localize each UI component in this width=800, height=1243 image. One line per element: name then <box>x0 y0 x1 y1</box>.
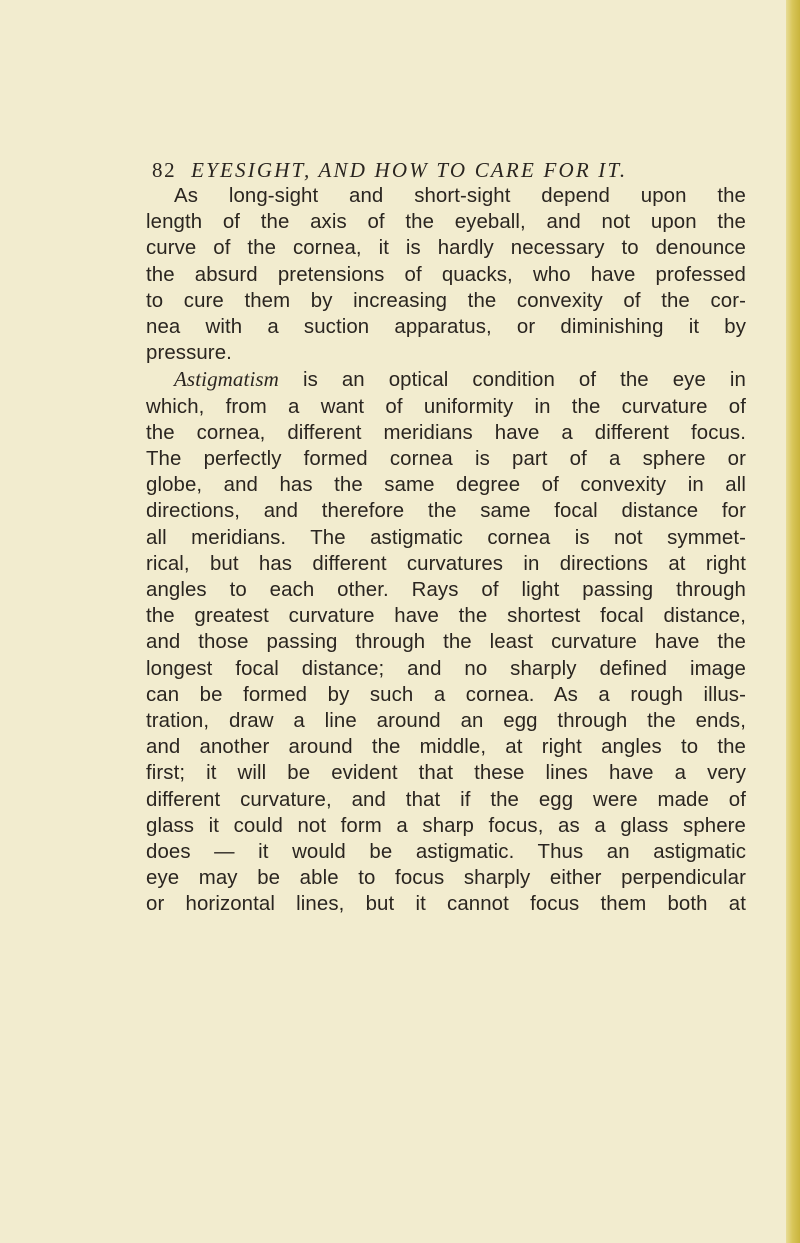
term-astigmatism: Astigmatism <box>174 367 279 392</box>
text-line: the cornea, different meridians have a different focus. <box>146 421 746 444</box>
text-line: first; it will be evident that these lines have a very <box>146 762 746 785</box>
running-title: EYESIGHT, AND HOW TO CARE FOR IT. <box>191 158 628 182</box>
text-line: all meridians. The astigmatic cornea is not symmet- <box>146 526 746 549</box>
text-line: nea with a suction apparatus, or diminishing it by <box>146 316 746 339</box>
text-line: glass it could not form a sharp focus, as a glass sphere <box>146 814 746 837</box>
text-line: pressure. <box>146 342 232 365</box>
text-line: the absurd pretensions of quacks, who have professed <box>146 263 746 286</box>
paragraph-astigmatism <box>146 366 746 917</box>
text-line: and those passing through the least curvature have the <box>146 631 746 654</box>
text-line: length of the axis of the eyeball, and not upon the <box>146 211 746 234</box>
text-line: different curvature, and that if the egg were made of <box>146 788 746 811</box>
text-line <box>146 366 746 393</box>
text-line: to cure them by increasing the convexity of the cor- <box>146 289 746 312</box>
running-head <box>152 158 627 183</box>
text-line: can be formed by such a cornea. As a rough illus- <box>146 683 746 706</box>
text-line: globe, and has the same degree of convexity in all <box>146 474 746 497</box>
text-line: the greatest curvature have the shortest focal distance, <box>146 605 746 628</box>
text-line: As long-sight and short-sight depend upon the <box>174 185 746 207</box>
text-line: longest focal distance; and no sharply defined image <box>146 657 746 680</box>
text-fragment: is an optical condition of the eye in <box>278 369 746 392</box>
text-line: and another around the middle, at right angles to the <box>146 736 746 759</box>
page-edge <box>786 0 800 1243</box>
text-line: does — it would be astigmatic. Thus an astigmatic <box>146 841 746 864</box>
text-line: eye may be able to focus sharply either perpendicular <box>146 867 746 890</box>
text-line: which, from a want of uniformity in the curvature of <box>146 395 746 418</box>
text-line: angles to each other. Rays of light passing through <box>146 579 746 602</box>
text-line: rical, but has different curvatures in directions at right <box>146 552 746 575</box>
text-line: tration, draw a line around an egg through the ends, <box>146 710 746 733</box>
text-line: curve of the cornea, it is hardly necessary to denounce <box>146 237 746 260</box>
text-line: or horizontal lines, but it cannot focus them both at <box>146 893 746 916</box>
paragraph-long-sight <box>146 183 746 366</box>
text-line: The perfectly formed cornea is part of a sphere or <box>146 448 746 471</box>
text-line: directions, and therefore the same focal distance for <box>146 500 746 523</box>
body-text <box>146 183 746 918</box>
page-number: 82 <box>152 158 177 182</box>
